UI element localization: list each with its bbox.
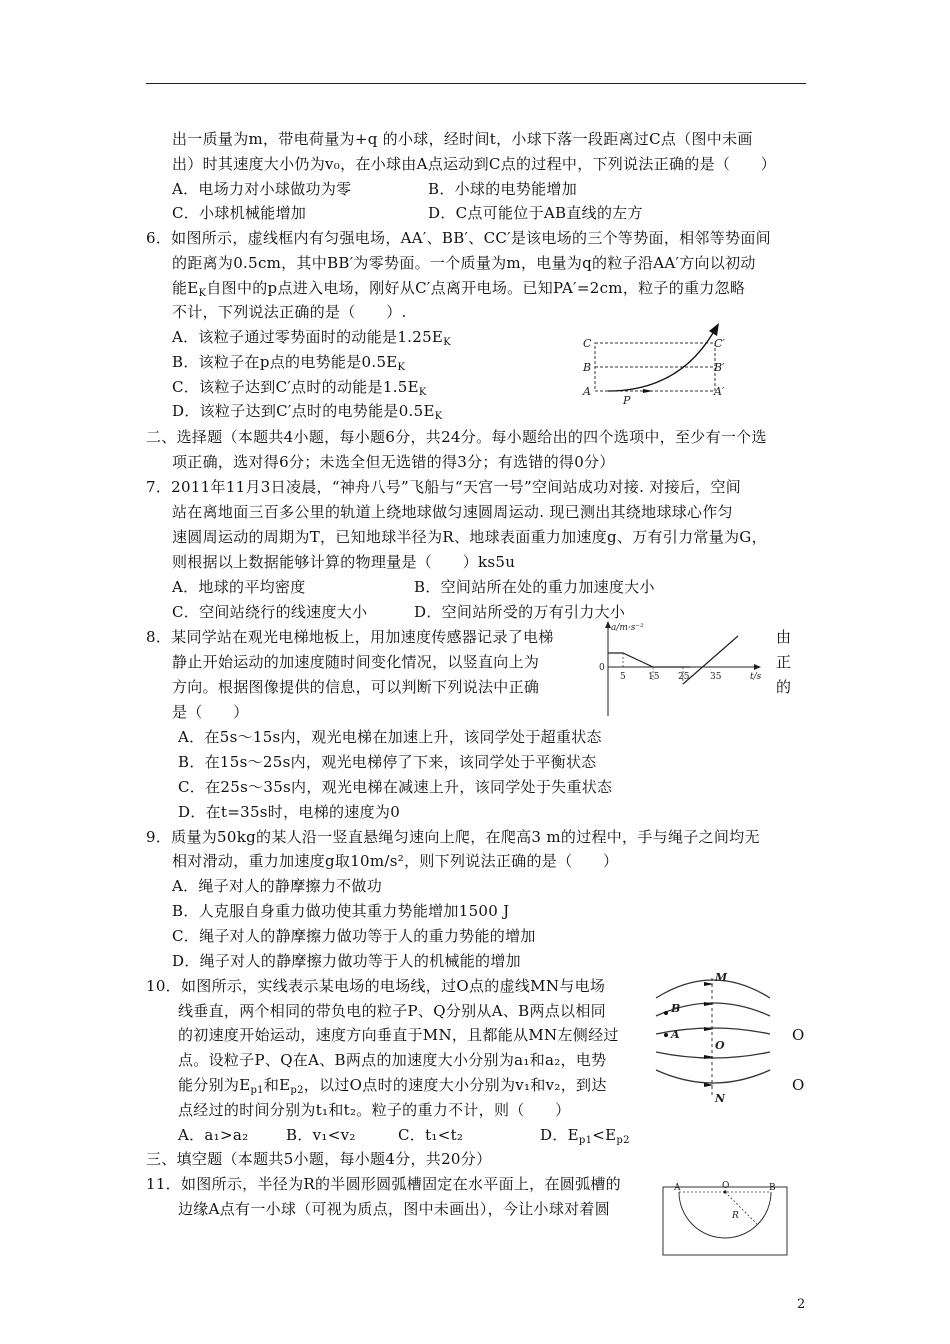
q11-stem-line-2: 边缘A点有一小球（可视为质点，图中未画出），今让小球对着圆 xyxy=(178,1200,611,1218)
q8-stem-line-3: 方向。根据图像提供的信息，可以判断下列说法中正确 xyxy=(172,678,540,696)
q5-option-c: C．小球机械能增加 xyxy=(172,204,307,222)
q6-stem-line-1: 6．如图所示，虚线框内有匀强电场，AA′、BB′、CC′是该电场的三个等势面，相邻等势面间 xyxy=(146,229,771,247)
q10-option-c: C．t₁<t₂ xyxy=(398,1126,464,1144)
q10-stem-line-5: 能分别为$E_{p1}$和$E_{p2}$，以过O点时的速度大小分别为v₁和v₂，到达 xyxy=(178,1076,607,1096)
q8-graph-tick-15: 15 xyxy=(648,672,660,682)
q8-option-a: A．在5s～15s内，观光电梯在加速上升，该同学处于超重状态 xyxy=(178,728,602,746)
q7-stem-line-3: 速圆周运动的周期为T，已知地球半径为R、地球表面重力加速度g、万有引力常量为G， xyxy=(172,528,767,546)
q7-option-d: D．空间站所受的万有引力大小 xyxy=(414,603,626,621)
q9-option-a: A．绳子对人的静摩擦力不做功 xyxy=(172,877,383,895)
q7-option-b: B．空间站所在处的重力加速度大小 xyxy=(414,578,655,596)
q10-stem-line-3: 的初速度开始运动，速度方向垂直于MN，且都能从MN左侧经过 xyxy=(178,1026,619,1044)
q10-right-fragment-1: O xyxy=(792,1026,805,1044)
q6-label-a: A xyxy=(583,385,591,398)
q5-option-a: A．电场力对小球做功为零 xyxy=(172,180,352,198)
q7-stem-line-1: 7．2011年11月3日凌晨，“神舟八号”飞船与“天宫一号”空间站成功对接. 对接后，空间 xyxy=(146,478,742,496)
q6-label-c: C xyxy=(583,337,592,350)
header-rule xyxy=(146,83,806,84)
q8-right-fragment-3: 的 xyxy=(776,678,792,696)
q8-stem-line-4: 是（ ） xyxy=(172,703,249,721)
q6-option-c: C．该粒子达到C′点时的动能是$1.5E_K$ xyxy=(172,378,427,398)
q10-option-a: A．a₁>a₂ xyxy=(178,1126,249,1144)
q5-option-b: B．小球的电势能增加 xyxy=(428,180,578,198)
q11-groove-figure xyxy=(662,1178,788,1256)
q9-stem-line-1: 9．质量为50kg的某人沿一竖直悬绳匀速向上爬，在爬高3 m的过程中，手与绳子之间均无 xyxy=(146,828,760,846)
q7-option-a: A．地球的平均密度 xyxy=(172,578,306,596)
q8-graph-tick-25: 25 xyxy=(678,672,690,682)
q10-stem-line-6: 点经过的时间分别为t₁和t₂。粒子的重力不计，则（ ） xyxy=(178,1101,571,1119)
q6-label-b: B xyxy=(583,361,592,374)
q10-label-n: N xyxy=(715,1092,726,1104)
q6-stem-line-2: 的距离为0.5cm，其中BB′为零势面。一个质量为m，电量为q的粒子沿AA′方向以初动 xyxy=(172,254,756,272)
q10-stem-line-1: 10．如图所示，实线表示某电场的电场线，过O点的虚线MN与电场 xyxy=(146,977,606,995)
q6-label-b-prime: B′ xyxy=(714,361,725,374)
q10-label-b: B xyxy=(671,1002,681,1015)
q10-label-a: A xyxy=(671,1028,680,1041)
q5-option-d: D．C点可能位于AB直线的左方 xyxy=(428,204,643,222)
q10-option-b: B．v₁<v₂ xyxy=(286,1126,356,1144)
q6-label-a-prime: A′ xyxy=(714,385,725,398)
q8-acceleration-graph xyxy=(598,620,770,718)
q8-stem-line-1: 8．某同学站在观光电梯地板上，用加速度传感器记录了电梯 xyxy=(146,628,554,646)
q6-label-p: P xyxy=(623,394,631,406)
q8-right-fragment-2: 正 xyxy=(776,653,792,671)
q8-graph-origin: 0 xyxy=(599,663,605,673)
q6-stem-line-4: 不计，下列说法正确的是（ ）. xyxy=(172,303,407,321)
q9-option-c: C．绳子对人的静摩擦力做功等于人的重力势能的增加 xyxy=(172,927,536,945)
q10-stem-line-4: 点。设粒子P、Q在A、B两点的加速度大小分别为a₁和a₂，电势 xyxy=(178,1051,607,1069)
q8-option-b: B．在15s～25s内，观光电梯停了下来，该同学处于平衡状态 xyxy=(178,753,597,771)
q11-label-b: B xyxy=(769,1183,776,1193)
q7-stem-line-2: 站在离地面三百多公里的轨道上绕地球做匀速圆周运动. 现已测出其绕地球球心作匀 xyxy=(172,503,733,521)
q8-right-fragment-1: 由 xyxy=(776,628,792,646)
q5-stem-line-2: 出）时其速度大小仍为v₀，在小球由A点运动到C点的过程中，下列说法正确的是（ ） xyxy=(172,155,777,173)
q10-label-m: M xyxy=(715,971,728,984)
section3-heading: 三、填空题（本题共5小题，每小题4分，共20分） xyxy=(146,1150,492,1168)
q8-graph-y-label: a/m·s⁻² xyxy=(611,623,644,633)
section2-heading-line-1: 二、选择题（本题共4小题，每小题6分，共24分。每小题给出的四个选项中，至少有一个选 xyxy=(146,428,767,446)
q10-right-fragment-2: O xyxy=(792,1076,805,1094)
q6-option-a: A．该粒子通过零势面时的动能是$1.25E_K$ xyxy=(172,328,451,348)
q7-stem-line-4: 则根据以上数据能够计算的物理量是（ ）ks5u xyxy=(172,553,516,571)
q6-option-b: B．该粒子在p点的电势能是$0.5E_K$ xyxy=(172,353,406,373)
q10-field-lines-figure xyxy=(648,970,778,1104)
q6-stem-line-3: 能$E_K$自图中的p点进入电场，刚好从C′点离开电场。已知PA′=2cm，粒子的重力忽略 xyxy=(172,279,746,299)
q11-label-o: O xyxy=(722,1181,730,1191)
q6-field-figure xyxy=(578,318,738,406)
q5-stem-line-1: 出一质量为m，带电荷量为+q 的小球，经时间t，小球下落一段距离过C点（图中未画 xyxy=(172,130,753,148)
q6-option-d: D．该粒子达到C′点时的电势能是$0.5E_K$ xyxy=(172,402,443,422)
q9-stem-line-2: 相对滑动，重力加速度g取10m/s²，则下列说法正确的是（ ） xyxy=(172,852,619,870)
q10-label-o: O xyxy=(715,1039,725,1052)
q8-graph-tick-5: 5 xyxy=(620,672,626,682)
q11-label-r: R xyxy=(732,1211,739,1221)
q10-stem-line-2: 线垂直，两个相同的带负电的粒子P、Q分别从A、B两点以相同 xyxy=(178,1002,606,1020)
q8-option-d: D．在t=35s时，电梯的速度为0 xyxy=(178,803,401,821)
page-number: 2 xyxy=(797,1297,806,1312)
q8-option-c: C．在25s～35s内，观光电梯在减速上升，该同学处于失重状态 xyxy=(178,778,613,796)
q11-label-a: A xyxy=(674,1183,681,1193)
q8-graph-x-label: t/s xyxy=(750,672,762,682)
section2-heading-line-2: 项正确，选对得6分；未选全但无选错的得3分；有选错的得0分） xyxy=(172,453,615,471)
q11-stem-line-1: 11．如图所示，半径为R的半圆形圆弧槽固定在水平面上，在圆弧槽的 xyxy=(146,1175,621,1193)
q10-option-d: D．$E_{p1}<E_{p2}$ xyxy=(540,1126,630,1146)
q8-graph-tick-35: 35 xyxy=(710,672,722,682)
q9-option-d: D．绳子对人的静摩擦力做功等于人的机械能的增加 xyxy=(172,952,521,970)
q8-stem-line-2: 静止开始运动的加速度随时间变化情况，以竖直向上为 xyxy=(172,653,540,671)
q6-label-c-prime: C′ xyxy=(714,337,725,350)
q7-option-c: C．空间站绕行的线速度大小 xyxy=(172,603,368,621)
q9-option-b: B．人克服自身重力做功使其重力势能增加1500 J xyxy=(172,902,510,920)
